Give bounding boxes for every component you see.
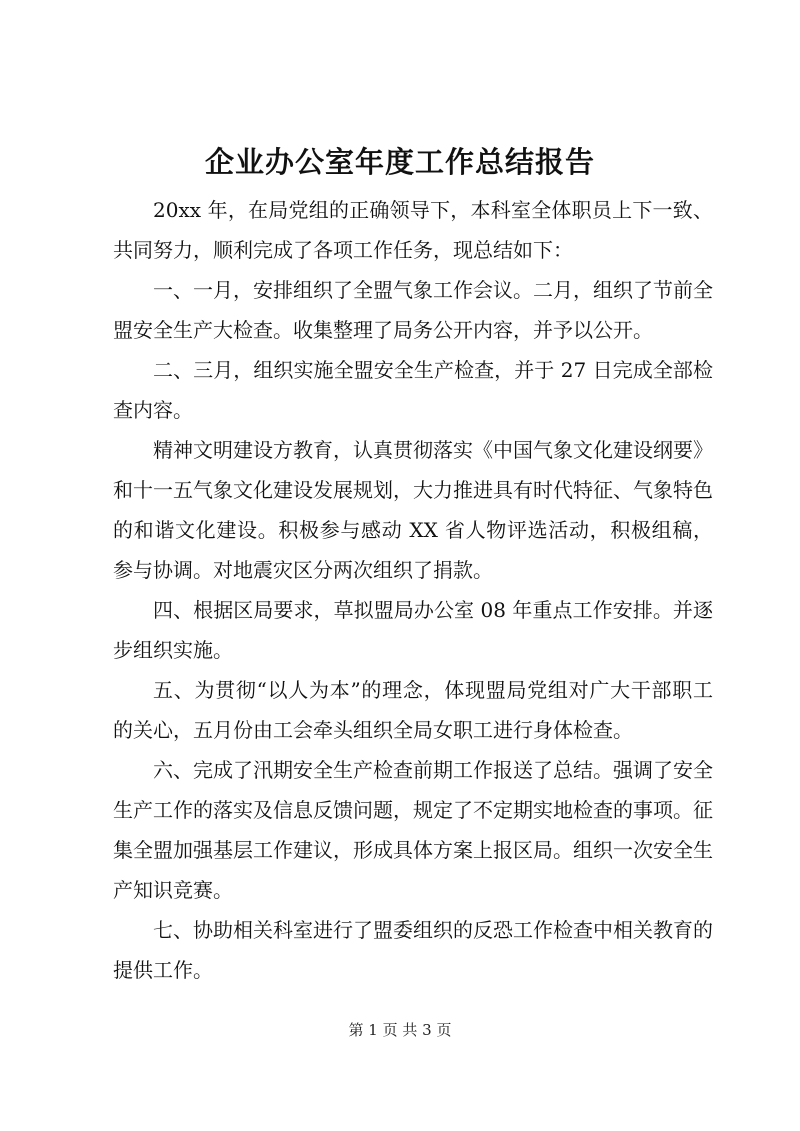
paragraph-item-6: 六、完成了汛期安全生产检查前期工作报送了总结。强调了安全生产工作的落实及信息反馈问题，规定了不定期实地检查的事项。征集全盟加强基层工作建议，形成具体方案上报区局。组织一次安全生产知识竞赛。 [113, 758, 713, 902]
paragraph-item-1: 一、一月，安排组织了全盟气象工作会议。二月，组织了节前全盟安全生产大检查。收集整理了局务公开内容，并予以公开。 [113, 278, 713, 342]
paragraph-item-4: 四、根据区局要求，草拟盟局办公室 08 年重点工作安排。并逐步组织实施。 [113, 598, 713, 662]
page-number-footer: 第 1 页 共 3 页 [348, 1021, 452, 1039]
paragraph-item-3: 精神文明建设方教育，认真贯彻落实《中国气象文化建设纲要》和十一五气象文化建设发展规划，大力推进具有时代特征、气象特色的和谐文化建设。积极参与感动 XX 省人物评选活动，积极组稿，参与协调。对地震灾区分两次组织了捐款。 [113, 438, 713, 582]
document-body [113, 190, 713, 990]
paragraph-intro: 20xx 年，在局党组的正确领导下，本科室全体职员上下一致、共同努力，顺利完成了各项工作任务，现总结如下： [113, 198, 713, 262]
paragraph-item-7: 七、协助相关科室进行了盟委组织的反恐工作检查中相关教育的提供工作。 [113, 918, 713, 982]
paragraph-item-5: 五、为贯彻“以人为本”的理念，体现盟局党组对广大干部职工的关心，五月份由工会牵头组织全局女职工进行身体检查。 [113, 678, 713, 742]
paragraph-item-2: 二、三月，组织实施全盟安全生产检查，并于 27 日完成全部检查内容。 [113, 358, 713, 422]
document-title: 企业办公室年度工作总结报告 [204, 145, 595, 179]
